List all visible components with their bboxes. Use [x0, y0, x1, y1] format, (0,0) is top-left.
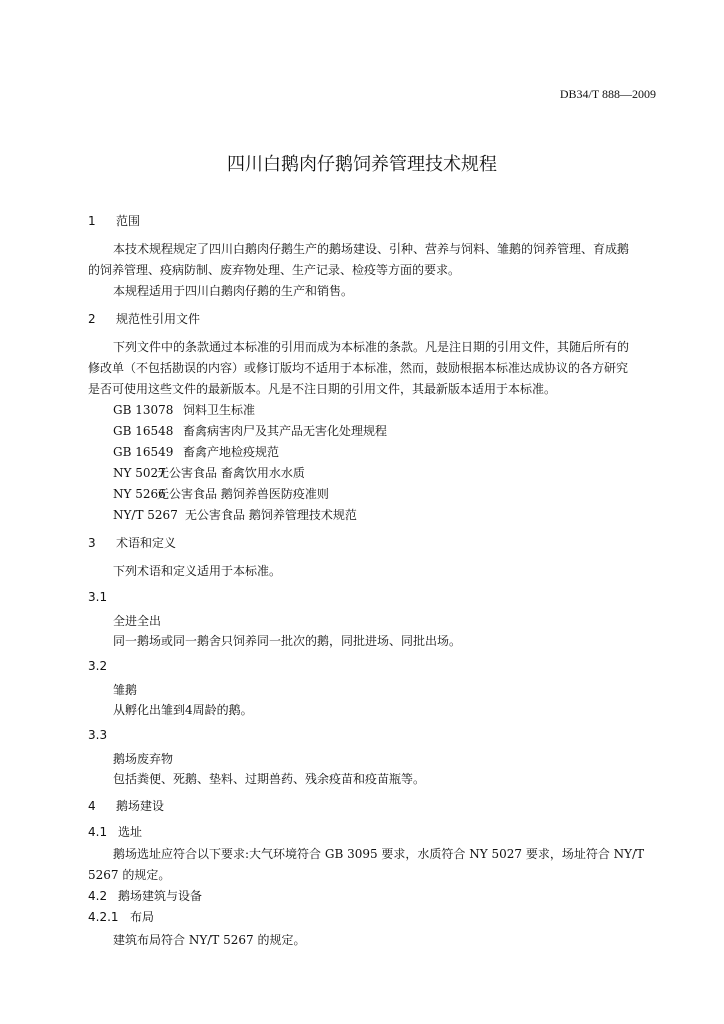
term-definition: 同一鹅场或同一鹅舍只饲养同一批次的鹅，同批进场、同批出场。 [113, 634, 462, 648]
paragraph: 本规程适用于四川白鹅肉仔鹅的生产和销售。 [113, 284, 354, 298]
term-definition: 从孵化出雏到4周龄的鹅。 [113, 703, 253, 717]
reference-item [113, 422, 387, 439]
paragraph: 下列文件中的条款通过本标准的引用而成为本标准的条款。凡是注日期的引用文件，其随后所有的 [113, 340, 630, 354]
reference-code: NY 5266 [113, 487, 166, 501]
paragraph: 5267 的规定。 [88, 868, 171, 882]
section-3-heading [88, 534, 176, 551]
reference-item [113, 401, 255, 418]
reference-name: 畜禽病害肉尸及其产品无害化处理规程 [183, 424, 388, 438]
paragraph: 是否可使用这些文件的最新版本。凡是不注日期的引用文件，其最新版本适用于本标准。 [88, 382, 557, 396]
reference-item [113, 464, 305, 481]
term-name: 雏鹅 [113, 683, 138, 697]
section-number: 3 [88, 536, 96, 550]
reference-code: GB 16548 [113, 424, 174, 438]
section-2-heading [88, 310, 200, 327]
paragraph: 本技术规程规定了四川白鹅肉仔鹅生产的鹅场建设、引种、营养与饲料、雏鹅的饲养管理、育成鹅 [113, 242, 630, 256]
section-number: 1 [88, 214, 96, 228]
reference-name: 畜禽产地检疫规范 [183, 445, 280, 459]
reference-name: 饲料卫生标准 [183, 403, 256, 417]
reference-item [113, 506, 357, 523]
term-name: 鹅场废弃物 [113, 752, 174, 766]
term-number: 3.3 [88, 728, 108, 742]
paragraph: 下列术语和定义适用于本标准。 [113, 564, 282, 578]
section-1-heading [88, 212, 140, 229]
reference-name: 无公害食品 鹅饲养管理技术规范 [185, 508, 357, 522]
term-number: 3.2 [88, 659, 108, 673]
subsection-4-2-1-heading [88, 908, 154, 925]
subsection-number: 4.2 [88, 889, 108, 903]
paragraph: 修改单（不包括勘误的内容）或修订版均不适用于本标准，然而，鼓励根据本标准达成协议的各方研究 [88, 361, 629, 375]
paragraph: 建筑布局符合 NY/T 5267 的规定。 [113, 933, 306, 947]
reference-name: 无公害食品 鹅饲养兽医防疫准则 [157, 487, 329, 501]
subsection-title: 选址 [118, 825, 143, 839]
section-4-heading [88, 797, 164, 814]
subsection-number: 4.2.1 [88, 910, 119, 924]
subsection-4-1-heading [88, 823, 142, 840]
reference-item [113, 443, 279, 460]
section-title: 规范性引用文件 [116, 312, 201, 326]
document-title: 四川白鹅肉仔鹅饲养管理技术规程 [227, 154, 497, 175]
section-number: 4 [88, 799, 96, 813]
reference-item [113, 485, 329, 502]
term-name: 全进全出 [113, 614, 162, 628]
subsection-number: 4.1 [88, 825, 108, 839]
subsection-title: 布局 [130, 910, 155, 924]
term-definition: 包括粪便、死鹅、垫料、过期兽药、残余疫苗和疫苗瓶等。 [113, 772, 426, 786]
section-title: 鹅场建设 [116, 799, 165, 813]
reference-code: GB 13078 [113, 403, 174, 417]
standard-code: DB34/T 888—2009 [559, 87, 656, 101]
term-number: 3.1 [88, 590, 108, 604]
reference-name: 无公害食品 畜禽饮用水水质 [157, 466, 305, 480]
subsection-4-2-heading [88, 887, 202, 904]
section-title: 范围 [116, 214, 141, 228]
reference-code: NY/T 5267 [113, 508, 178, 522]
paragraph: 的饲养管理、疫病防制、废弃物处理、生产记录、检疫等方面的要求。 [88, 263, 461, 277]
section-number: 2 [88, 312, 96, 326]
paragraph: 鹅场选址应符合以下要求:大气环境符合 GB 3095 要求，水质符合 NY 5027 要求，场址符合 NY/T [113, 847, 645, 861]
reference-code: GB 16549 [113, 445, 174, 459]
section-title: 术语和定义 [116, 536, 177, 550]
subsection-title: 鹅场建筑与设备 [118, 889, 203, 903]
reference-code: NY 5027 [113, 466, 166, 480]
